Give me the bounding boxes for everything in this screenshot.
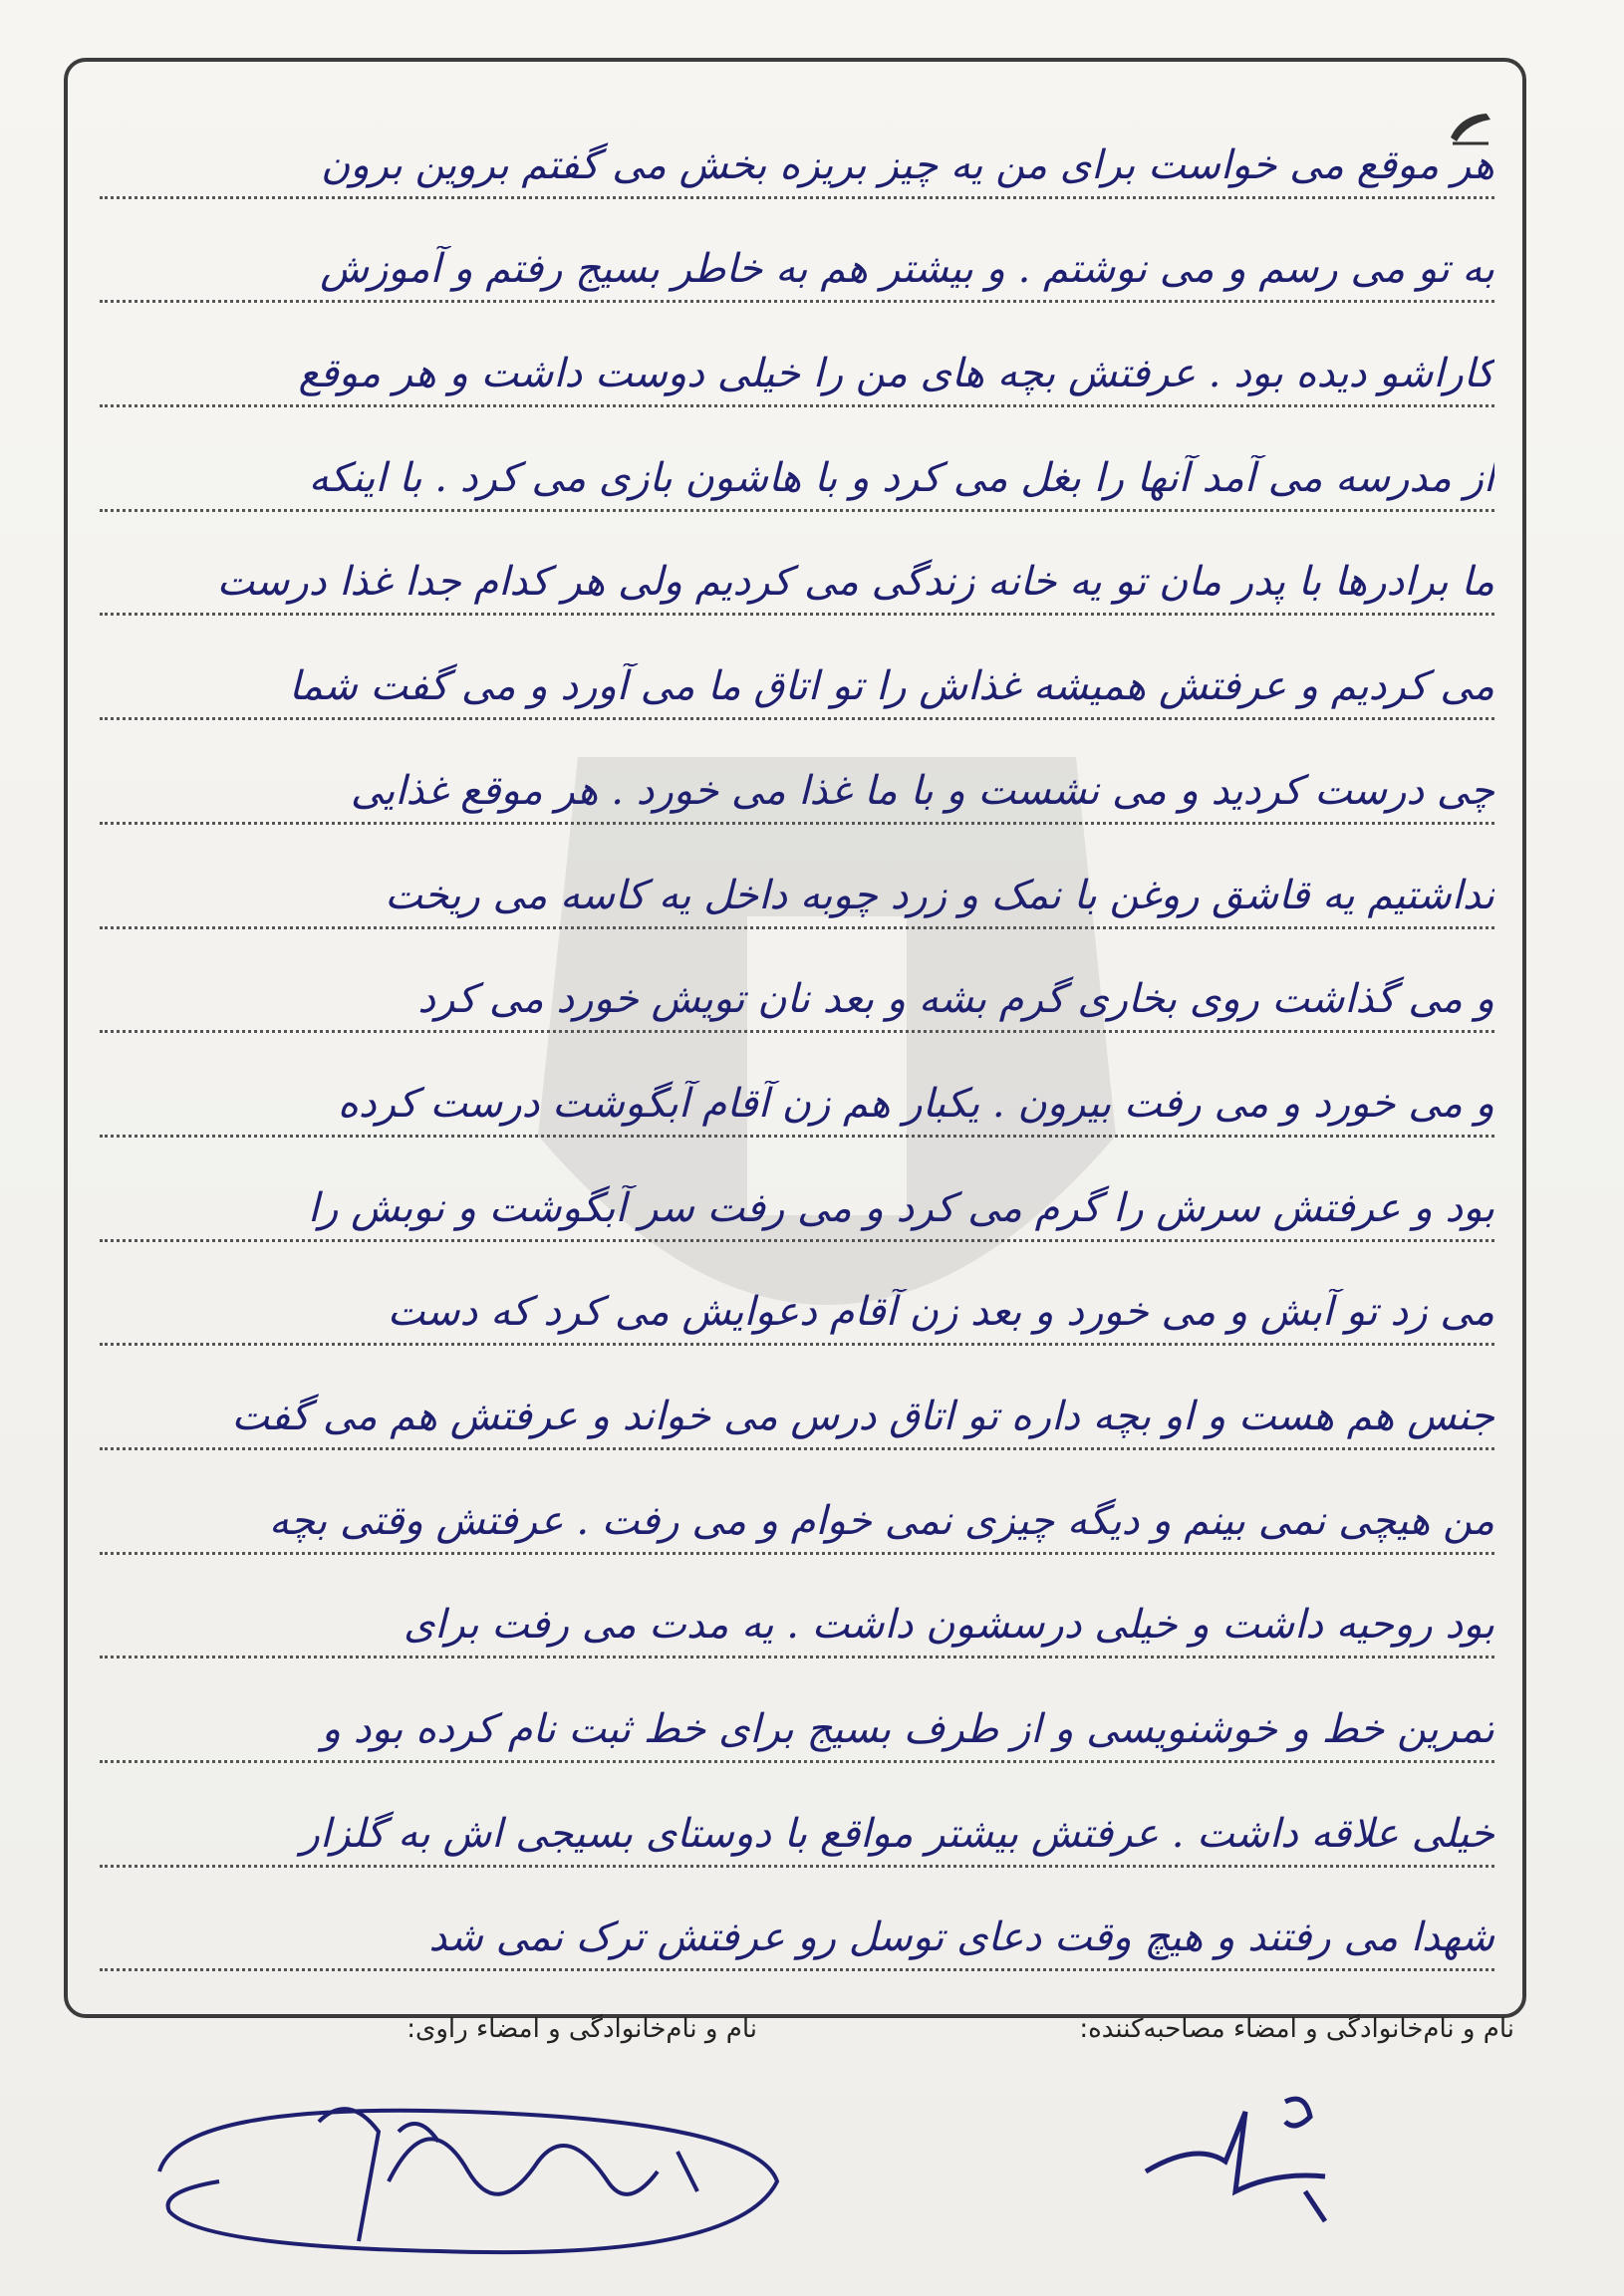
line-text: به تو می رسم و می نوشتم . و بیشتر هم به خاطر بسیج رفتم و آموزش: [320, 246, 1494, 293]
text-line: [100, 825, 1494, 929]
line-text: بود روحیه داشت و خیلی درسشون داشت . یه مدت می رفت برای: [403, 1602, 1494, 1649]
line-text: از مدرسه می آمد آنها را بغل می کرد و با هاشون بازی می کرد . با اینکه: [308, 454, 1494, 501]
text-line: [100, 1138, 1494, 1242]
line-text: می زد تو آبش و می خورد و بعد زن آقام دعوایش می کرد که دست: [387, 1289, 1494, 1336]
line-text: جنس هم هست و او بچه داره تو اتاق درس می خواند و عرفتش هم می گفت: [231, 1393, 1494, 1439]
text-line: [100, 1868, 1494, 1972]
text-line: [100, 1450, 1494, 1555]
line-text: و می خورد و می رفت بیرون . یکبار هم زن آقام آبگوشت درست کرده: [337, 1080, 1494, 1127]
line-text: کاراشو دیده بود . عرفتش بچه های من را خیلی دوست داشت و هر موقع: [298, 351, 1494, 397]
text-line: [100, 720, 1494, 825]
text-line: [100, 1242, 1494, 1347]
line-text: شهدا می رفتند و هیچ وقت دعای توسل رو عرفتش ترک نمی شد: [428, 1914, 1494, 1961]
text-line: [100, 1658, 1494, 1763]
text-line: [100, 95, 1494, 199]
narrator-signature-label: نام و نام‌خانوادگی و امضاء راوی:: [406, 2014, 757, 2044]
text-line: [100, 303, 1494, 407]
line-text: هر موقع می خواست برای من یه چیز بریزه بخش می گفتم بروین برون: [320, 141, 1494, 188]
signature-area: [0, 2062, 1624, 2296]
text-line: [100, 1033, 1494, 1138]
line-text: ما برادرها با پدر مان تو یه خانه زندگی می کردیم ولی هر کدام جدا غذا درست: [216, 559, 1494, 606]
text-line: [100, 199, 1494, 304]
interviewer-signature-label: نام و نام‌خانوادگی و امضاء مصاحبه‌کننده:: [1079, 2014, 1514, 2044]
narrator-signature: [139, 2062, 837, 2281]
line-text: می کردیم و عرفتش همیشه غذاش را تو اتاق ما می آورد و می گفت شما: [289, 663, 1494, 710]
line-text: خیلی علاقه داشت . عرفتش بیشتر مواقع با دوستای بسیجی اش به گلزار: [300, 1810, 1494, 1857]
text-line: [100, 1763, 1494, 1868]
line-text: نداشتیم یه قاشق روغن با نمک و زرد چوبه داخل یه کاسه می ریخت: [385, 872, 1494, 918]
text-line: [100, 1555, 1494, 1659]
text-line: [100, 407, 1494, 512]
line-text: بود و عرفتش سرش را گرم می کرد و می رفت سر آبگوشت و نوبش را: [307, 1184, 1494, 1231]
line-text: تمرین خط و خوشنویسی و از طرف بسیج برای خط ثبت نام کرده بود و: [321, 1706, 1494, 1752]
signature-labels: [0, 2014, 1624, 2054]
line-text: و می گذاشت روی بخاری گرم بشه و بعد نان تویش خورد می کرد: [417, 976, 1494, 1023]
line-text: من هیچی نمی بینم و دیگه چیزی نمی خوام و می رفت . عرفتش وقتی بچه: [268, 1497, 1494, 1544]
handwritten-text-lines: [100, 95, 1494, 1971]
interviewer-signature: [1136, 2082, 1375, 2231]
text-line: [100, 1346, 1494, 1450]
line-text: چی درست کردید و می نشست و با ما غذا می خورد . هر موقع غذایی: [350, 767, 1494, 814]
text-line: [100, 929, 1494, 1034]
text-line: [100, 616, 1494, 720]
text-line: [100, 512, 1494, 617]
